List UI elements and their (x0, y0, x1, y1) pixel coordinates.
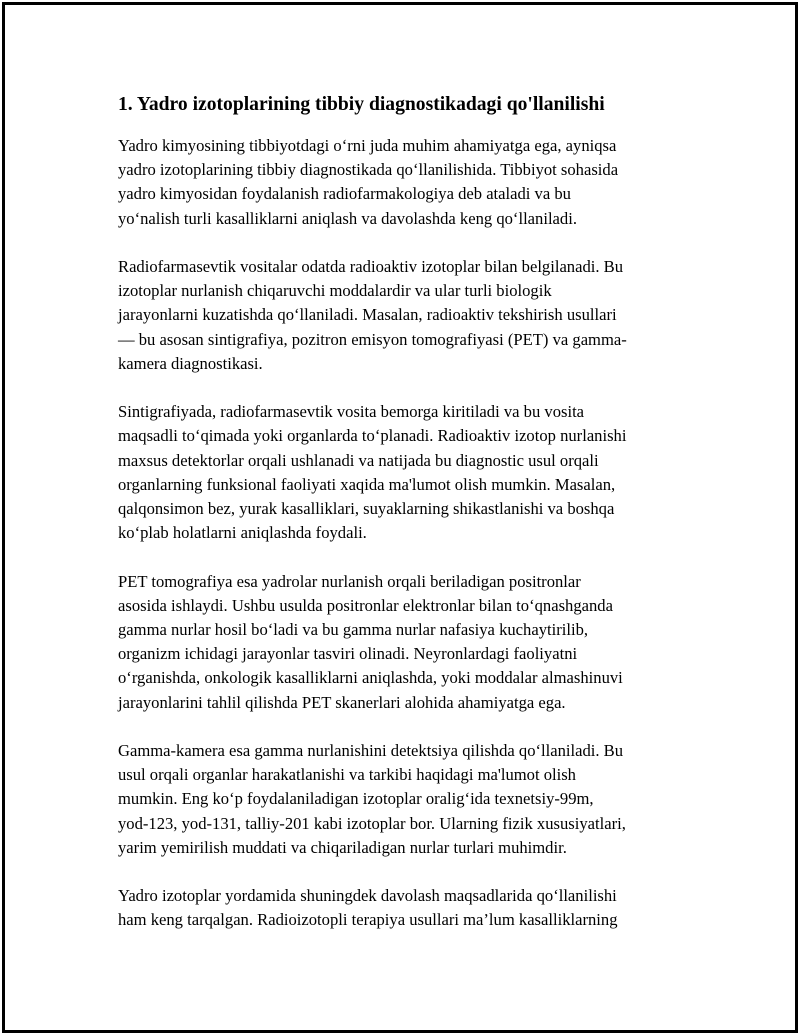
text-line: Gamma-kamera esa gamma nurlanishini detektsiya qilishda qo‘llaniladi. Bu (118, 741, 624, 761)
text-line: organlarning funksional faoliyati xaqida ma'lumot olish mumkin. Masalan, (118, 474, 616, 494)
text-line: yo‘nalish turli kasalliklarni aniqlash va davolashda keng qo‘llaniladi. (118, 208, 577, 228)
paragraph-intro (118, 134, 693, 231)
text-line: mumkin. Eng ko‘p foydalaniladigan izotoplar oralig‘ida texnetsiy-99m, (118, 789, 594, 809)
text-line: yadro izotoplarining tibbiy diagnostikada qo‘llanilishida. Tibbiyot sohasida (118, 160, 619, 180)
text-line: qalqonsimon bez, yurak kasalliklari, suyaklarning shikastlanishi va boshqa (118, 499, 615, 519)
text-line: Sintigrafiyada, radiofarmasevtik vosita bemorga kiritiladi va bu vosita (118, 402, 585, 422)
text-line: maxsus detektorlar orqali ushlanadi va natijada bu diagnostic usul orqali (118, 450, 599, 470)
text-line: kamera diagnostikasi. (118, 353, 263, 373)
text-line: izotoplar nurlanish chiqaruvchi moddalardir va ular turli biologik (118, 281, 552, 301)
text-line: ham keng tarqalgan. Radioizotopli terapiya usullari ma’lum kasalliklarning (118, 910, 618, 930)
text-line: yod-123, yod-131, talliy-201 kabi izotoplar bor. Ularning fizik xususiyatlari, (118, 813, 626, 833)
text-line: maqsadli to‘qimada yoki organlarda to‘planadi. Radioaktiv izotop nurlanishi (118, 426, 627, 446)
text-line: PET tomografiya esa yadrolar nurlanish orqali beriladigan positronlar (118, 571, 581, 591)
paragraph-radiopharmaceuticals (118, 255, 693, 376)
paragraph-therapy (118, 884, 693, 932)
text-line: — bu asosan sintigrafiya, pozitron emisyon tomografiyasi (PET) va gamma- (118, 329, 627, 349)
text-line: asosida ishlaydi. Ushbu usulda positronlar elektronlar bilan to‘qnashganda (118, 595, 613, 615)
page-border (2, 2, 798, 1033)
text-line: jarayonlarni kuzatishda qo‘llaniladi. Masalan, radioaktiv tekshirish usullari (118, 305, 617, 325)
section-heading: 1. Yadro izotoplarining tibbiy diagnostikadagi qo'llanilishi (118, 94, 605, 115)
text-line: jarayonlarini tahlil qilishda PET skanerlari alohida ahamiyatga ega. (118, 692, 566, 712)
text-line: organizm ichidagi jarayonlar tasviri olinadi. Neyronlardagi faoliyatni (118, 644, 578, 664)
text-line: o‘rganishda, onkologik kasalliklarni aniqlashda, yoki moddalar almashinuvi (118, 668, 623, 688)
paragraph-gamma-camera (118, 739, 693, 860)
text-line: gamma nurlar hosil bo‘ladi va bu gamma nurlar nafasiya kuchaytirilib, (118, 620, 589, 640)
document-body (118, 93, 693, 957)
text-line: usul orqali organlar harakatlanishi va tarkibi haqidagi ma'lumot olish (118, 765, 576, 785)
paragraph-scintigraphy (118, 400, 693, 545)
paragraph-pet (118, 570, 693, 715)
text-line: yarim yemirilish muddati va chiqariladigan nurlar turlari muhimdir. (118, 837, 567, 857)
text-line: ko‘plab holatlarni aniqlashda foydali. (118, 523, 367, 543)
text-line: Yadro izotoplar yordamida shuningdek davolash maqsadlarida qo‘llanilishi (118, 886, 617, 906)
text-line: yadro kimyosidan foydalanish radiofarmakologiya deb ataladi va bu (118, 184, 571, 204)
text-line: Radiofarmasevtik vositalar odatda radioaktiv izotoplar bilan belgilanadi. Bu (118, 257, 624, 276)
text-line: Yadro kimyosining tibbiyotdagi o‘rni juda muhim ahamiyatga ega, ayniqsa (118, 136, 617, 155)
